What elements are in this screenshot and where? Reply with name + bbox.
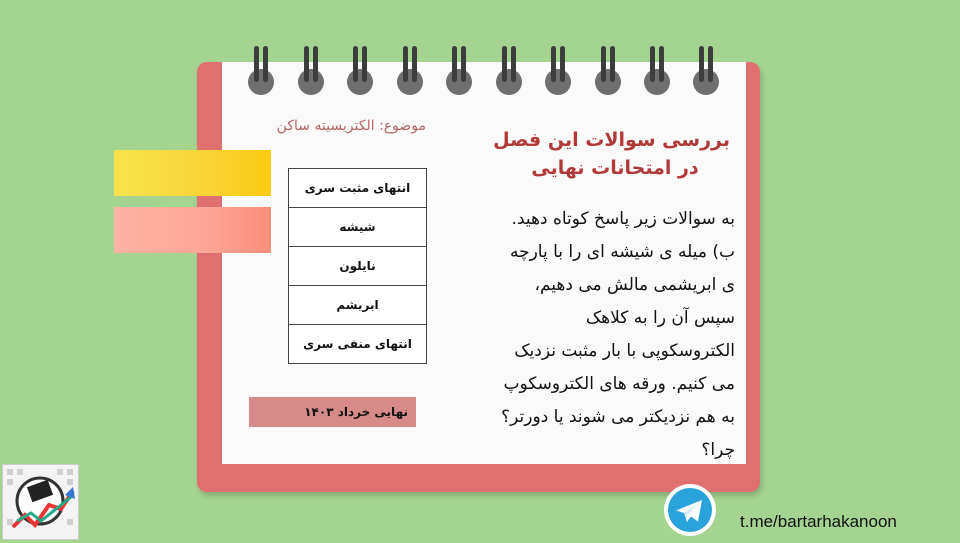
table-row [289, 325, 427, 364]
table-cell: نایلون [289, 247, 427, 286]
table-row [289, 169, 427, 208]
question-line: سپس آن را به کلاهک [585, 308, 735, 328]
question-line: الکتروسکوپی با بار مثبت نزدیک [514, 341, 735, 361]
table-row [289, 286, 427, 325]
exam-source-badge: نهایی خرداد ۱۴۰۳ [249, 397, 416, 427]
channel-logo-icon [2, 464, 79, 540]
table-cell: شیشه [289, 208, 427, 247]
question-line: چرا؟ [701, 440, 735, 460]
title-line-2: در امتحانات نهایی [531, 157, 699, 179]
question-line: ب) میله ی شیشه ای را با پارچه [509, 242, 735, 262]
page-title [493, 126, 730, 182]
question-line: به هم نزدیکتر می شوند یا دورتر؟ [501, 407, 735, 427]
telegram-channel-link[interactable]: t.me/bartarhakanoon [740, 512, 897, 531]
table-cell: ابریشم [289, 286, 427, 325]
pink-tab [114, 207, 271, 253]
question-line: می کنیم. ورقه های الکتروسکوپ [503, 374, 735, 394]
title-line-1: بررسی سوالات این فصل [493, 129, 730, 151]
table-cell: انتهای منفی سری [289, 325, 427, 364]
question-text [455, 203, 735, 467]
table-row [289, 247, 427, 286]
question-line: به سوالات زیر پاسخ کوتاه دهید. [511, 209, 735, 229]
table-row [289, 208, 427, 247]
table-cell: انتهای مثبت سری [289, 169, 427, 208]
question-line: ی ابریشمی مالش می دهیم، [534, 275, 735, 295]
telegram-icon[interactable] [662, 482, 718, 538]
triboelectric-series-table [288, 168, 427, 364]
yellow-tab [114, 150, 271, 196]
subject-label: موضوع: الکتریسیته ساکن [276, 118, 426, 134]
